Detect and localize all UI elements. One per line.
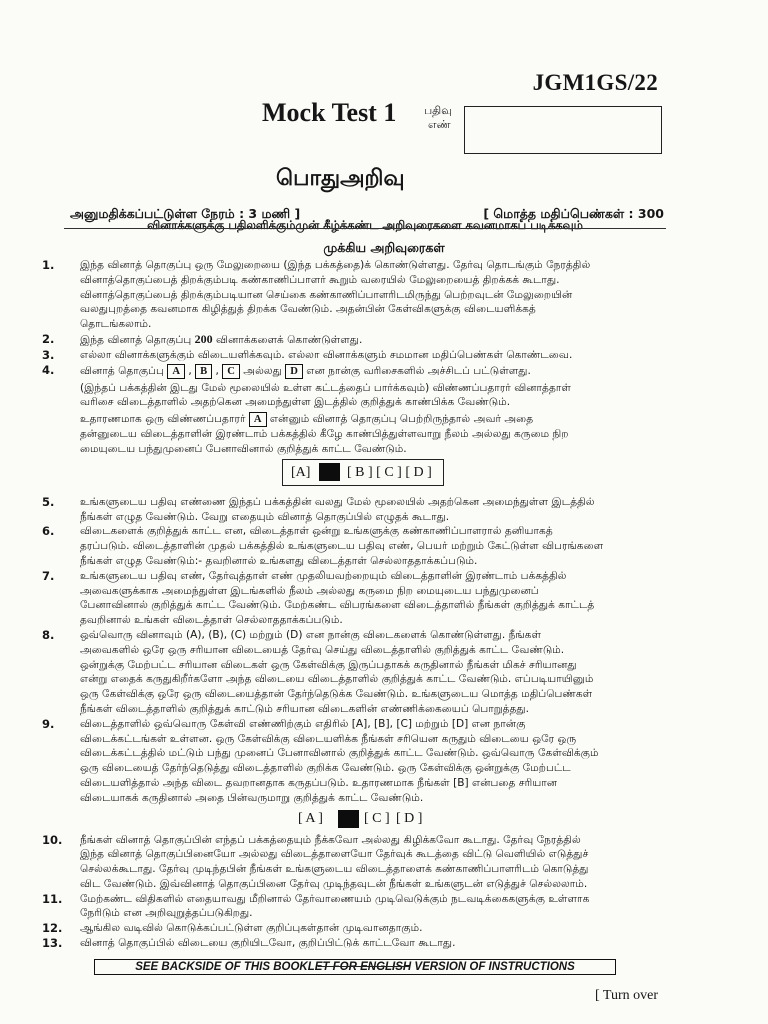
series-box: D [285,364,303,379]
series-box: A [249,412,267,427]
series-box: B [195,364,212,379]
subject-title: பொதுஅறிவு [276,166,405,191]
register-number-label: பதிவு எண் [424,104,452,131]
list-item: 10. நீங்கள் வினாத் தொகுப்பின் எந்தப் பக்கத்தையும் நீக்கவோ அல்லது கிழிக்கவோ கூடாது. தேர்வு நேரத்தில் இந்த வினாத் தொகுப்பினையோ அல்லது விடைத்தாளையோ தேர்வுக் கூடத்தை விட்டு வெளியில் எடுத்துச் செல்லக்கூடாது. தேர்வு முடிந்தபின் நீங்கள் உங்களுடைய விடைத்தாளைக் கண்காணிப்பாளரிடம் கொடுத்து விட வேண்டும். இவ்வினாத் தொகுப்பினை தேர்வு முடிந்தவுடன் நீங்கள் உங்களுடன் எடுத்துச் செல்லலாம். [42,832,589,890]
list-item: 3. எல்லா வினாக்களுக்கும் விடையளிக்கவும். எல்லா வினாக்களும் சமமான மதிப்பெண்கள் கொண்டவை. [42,347,573,362]
turn-over-note: [ Turn over [594,988,658,1003]
list-item: 9. விடைத்தாளில் ஒவ்வொரு கேள்வி எண்ணிற்கும் எதிரில் [A], [B], [C] மற்றும் [D] என நான்கு விடைக்கட்டங்கள் உள்ளன. ஒரு கேள்விக்கு விடையளிக்க நீங்கள் சரியென கருதும் விடையை ஒரே ஒரு விடைக்கட்டத்தில் மட்டும் பந்து முனைப் பேனாவினால் குறித்துக் காட்ட வேண்டும். ஒவ்வொரு கேள்விக்கும் ஒரு விடையைத் தேர்ந்தெடுத்து விடைத்தாளில் குறிக்க வேண்டும். ஒரு கேள்விக்கு ஒன்றுக்கு மேற்பட்ட விடையளித்தால் அந்த விடை தவறானதாக கருதப்படும். உதாரணமாக நீங்கள் [B] என்பதை சரியான விடையாகக் கருதினால் அதை பின்வருமாறு குறித்துக் காட்ட வேண்டும். [42,716,599,804]
list-item: 2. இந்த வினாத் தொகுப்பு 200 வினாக்களைக் கொண்டுள்ளது. [42,331,363,346]
list-item: 8. ஒவ்வொரு வினாவும் (A), (B), (C) மற்றும் (D) என நான்கு விடைகளைக் கொண்டுள்ளது. நீங்கள் அவைகளில் ஒரே ஒரு சரியான விடையைத் தேர்வு செய்து விடைத்தாளில் குறித்துக் காட்ட வேண்டும். ஒன்றுக்கு மேற்பட்ட சரியான விடைகள் ஒரு கேள்விக்கு இருப்பதாகக் கருதினால் நீங்கள் மிகச் சரியானது என்று எதைக் கருதுகிறீர்களோ அந்த விடையை விடைத்தாளில் குறித்துக் காட்ட வேண்டும். எப்படியாயினும் ஒரு கேள்விக்கு ஒரே ஒரு விடையைத்தான் தேர்ந்தெடுக்க வேண்டும். உங்களுடைய மொத்த மதிப்பெண்கள் நீங்கள் விடைத்தாளில் குறித்துக் காட்டும் சரியான விடைகளின் எண்ணிக்கையைப் பொறுத்தது. [42,627,594,715]
list-item: 13. வினாத் தொகுப்பில் விடையை குறியிடவோ, குறிப்பிட்டுக் காட்டவோ கூடாது. [42,936,456,951]
page-title: Mock Test 1 [262,98,397,127]
list-item: 11. மேற்கண்ட விதிகளில் எதையாவது மீறினால் தேர்வாணையம் முடிவெடுக்கும் நடவடிக்கைகளுக்கு உள்ளாக நேரிடும் என அறிவுறுத்தப்படுகிறது. [42,891,590,920]
answer-example-b: [ A ] [ C ] [ D ] [298,810,423,826]
series-box: A [167,364,185,379]
series-box: C [222,364,240,379]
time-allowed: அனுமதிக்கப்பட்டுள்ள நேரம் : 3 மணி ] [70,206,301,221]
instructions-list [42,258,668,975]
filled-bubble [319,463,340,481]
answer-example-a: [A] [ B ] [ C ] [ D ] [282,459,444,486]
list-item: 1. இந்த வினாத் தொகுப்பு ஒரு மேலுறையை (இந்த பக்கத்தை)க் கொண்டுள்ளது. தேர்வு தொடங்கும் நேரத்தில் வினாத்தொகுப்பைத் திறக்கும்படி கண்காணிப்பாளர் கூறும் வரையில் மேலுறையைத் திறக்கக் கூடாது. வினாத்தொகுப்பைத் திறக்கும்படியான செய்கை கண்காணிப்பாளரிடமிருந்து பெற்றவுடன் மேலுறையின் வலதுபுறத்தை கவனமாக கிழித்துத் திறக்க வேண்டும். அதன்பின் கேள்விகளுக்கு விடையளிக்கத் தொடங்கலாம். [42,258,591,331]
list-item: 6. விடைகளைக் குறித்துக் காட்ட என, விடைத்தாள் ஒன்று உங்களுக்கு கண்காணிப்பாளரால் தனியாகத் தரப்படும். விடைத்தாளின் முதல் பக்கத்தில் உங்களுடைய பதிவு எண், பெயர் மற்றும் கேட்டுள்ள விபரங்களை நீங்கள் எழுத வேண்டும்:- தவறினால் உங்களது விடைத்தாள் செல்லாததாக்கப்படும். [42,524,604,567]
divider [64,228,666,229]
list-item: 4. வினாத் தொகுப்பு A , B , C அல்லது D என நான்கு வரிசைகளில் அச்சிடப் பட்டுள்ளது. (இந்தப் பக்கத்தின் இடது மேல் மூலையில் உள்ள கட்டத்தைப் பார்க்கவும்) விண்ணப்பதாரர் வினாத்தாள் வரிசை விடைத்தாளில் அதற்கென அமைந்துள்ள இடத்தில் குறித்துக் காண்பிக்க வேண்டும். உதாரணமாக ஒரு விண்ணப்பதாரர் A என்னும் வினாத் தொகுப்பு பெற்றிருந்தால் அவர் அதை தன்னுடைய விடைத்தாளின் இரண்டாம் பக்கத்தில் கீழே காண்பித்துள்ளவாறு நீலம் அல்லது கருமை நிற மையுடைய பந்துமுனைப் பேனாவினால் குறித்துக் காட்ட வேண்டும். [42,362,571,455]
filled-bubble [338,810,359,828]
divider [318,966,410,967]
list-item: 12. ஆங்கில வடிவில் கொடுக்கப்பட்டுள்ள குறிப்புகள்தான் முடிவானதாகும். [42,921,423,936]
instructions-heading: முக்கிய அறிவுரைகள் [323,240,445,255]
register-number-box [464,106,662,154]
read-instructions-note: வினாக்களுக்கு பதிலளிக்கும்முன் கீழ்க்கண்ட அறிவுரைகளை கவனமாகப் படிக்கவும் [147,218,583,232]
list-item: 7. உங்களுடைய பதிவு எண், தேர்வுத்தாள் எண் முதலியவற்றையும் விடைத்தாளின் இரண்டாம் பக்கத்தில் அவைகளுக்காக அமைந்துள்ள இடங்களில் நீலம் அல்லது கருமை நிற மையுடைய பந்துமுனைப் பேனாவினால் குறித்துக் காட்ட வேண்டும். மேற்கண்ட விபரங்களை விடைத்தாளில் நீங்கள் குறித்துக் காட்டத் தவறினால் உங்கள் விடைத்தாள் செல்லாததாக்கப்படும். [42,568,595,627]
list-item: 5. உங்களுடைய பதிவு எண்ணை இந்தப் பக்கத்தின் வலது மேல் மூலையில் அதற்கென அமைந்துள்ள இடத்தில் நீங்கள் எழுத வேண்டும். வேறு எதையும் வினாத் தொகுப்பில் எழுதக் கூடாது. [42,494,595,523]
total-marks: [ மொத்த மதிப்பெண்கள் : 300 [483,206,664,221]
booklet-code: JGM1GS/22 [532,70,658,95]
english-version-note: SEE BACKSIDE OF THIS BOOKLET FOR ENGLISH VERSION OF INSTRUCTIONS [94,959,616,975]
